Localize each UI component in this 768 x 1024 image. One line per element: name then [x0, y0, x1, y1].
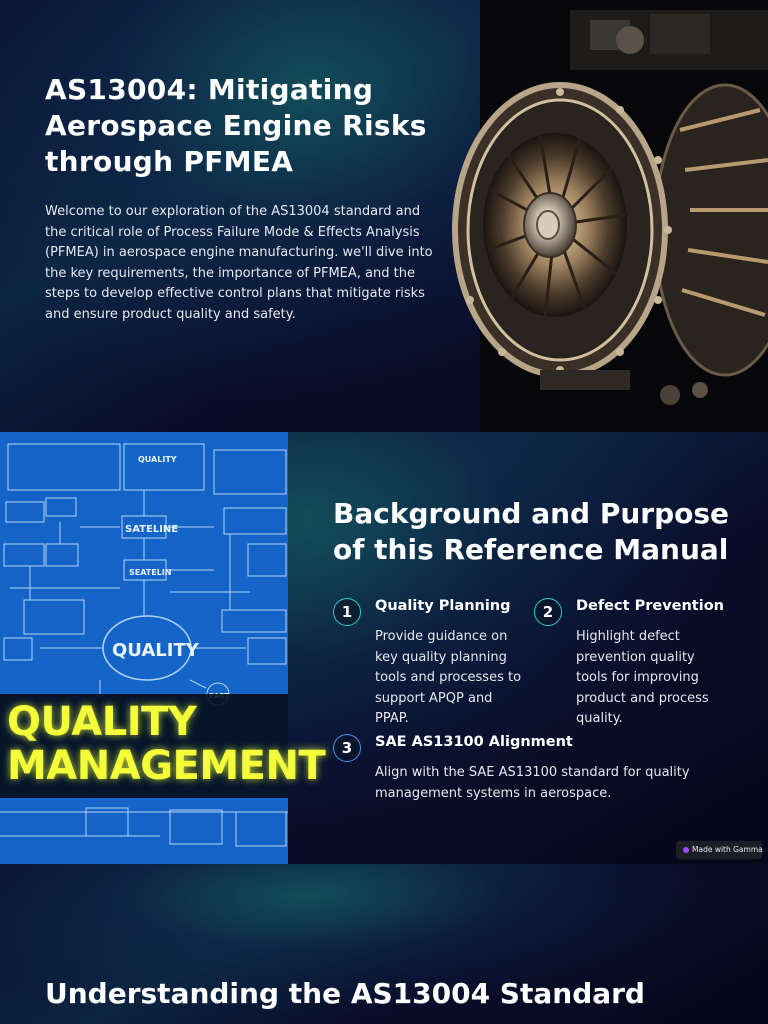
made-with-gamma-badge[interactable]	[676, 841, 762, 859]
blueprint-label-quality: QUALITY	[138, 455, 177, 464]
blueprint-label-quality-center: QUALITY	[112, 640, 199, 661]
slide-background	[0, 432, 768, 864]
feature-defect-prevention	[534, 598, 754, 728]
feature-title: Quality Planning	[375, 598, 511, 614]
number-badge: 3	[333, 734, 361, 762]
slide-title: Background and Purpose of this Reference Manual	[333, 497, 730, 566]
quality-management-blueprint-image	[0, 432, 326, 864]
feature-description: Align with the SAE AS13100 standard for quality management systems in aerospace.	[375, 765, 690, 801]
slide-title: Understanding the AS13004 Standard	[45, 977, 645, 1010]
blueprint-label-seatelin: SEATELIN	[129, 568, 172, 577]
slide-intro	[0, 0, 768, 432]
feature-title: Defect Prevention	[576, 598, 724, 614]
feature-sae-as13100-alignment	[333, 734, 753, 814]
number-badge: 1	[333, 598, 361, 626]
feature-description: Provide guidance on key quality planning tools and processes to support APQP and PPAP.	[375, 629, 522, 727]
number-badge: 2	[534, 598, 562, 626]
jet-engine-image	[480, 0, 768, 432]
feature-description: Highlight defect prevention quality tools for improving product and process quality.	[576, 629, 709, 727]
slide-title: AS13004: Mitigating Aerospace Engine Risks through PFMEA	[45, 73, 427, 178]
blueprint-diagram	[0, 432, 326, 864]
gamma-logo-icon	[683, 847, 689, 853]
feature-quality-planning	[333, 598, 523, 728]
slide-understanding-standard	[0, 864, 768, 1024]
feature-title: SAE AS13100 Alignment	[375, 734, 573, 750]
jet-engine-illustration	[480, 0, 768, 432]
intro-paragraph: Welcome to our exploration of the AS13004 standard and the critical role of Process Failure Mode & Effects Analysis (PFMEA) in aerospace engine manufacturing. we'll dive into the key requirements, the importance of PFMEA, and the steps to develop effective control plans that mitigate risks and ensure product quality and safety.	[45, 204, 433, 322]
badge-label: Made with Gamma	[692, 845, 763, 854]
quality-management-banner: QUALITY MANAGEMENT	[7, 699, 326, 789]
blueprint-label-sateline: SATELINE	[125, 524, 179, 535]
